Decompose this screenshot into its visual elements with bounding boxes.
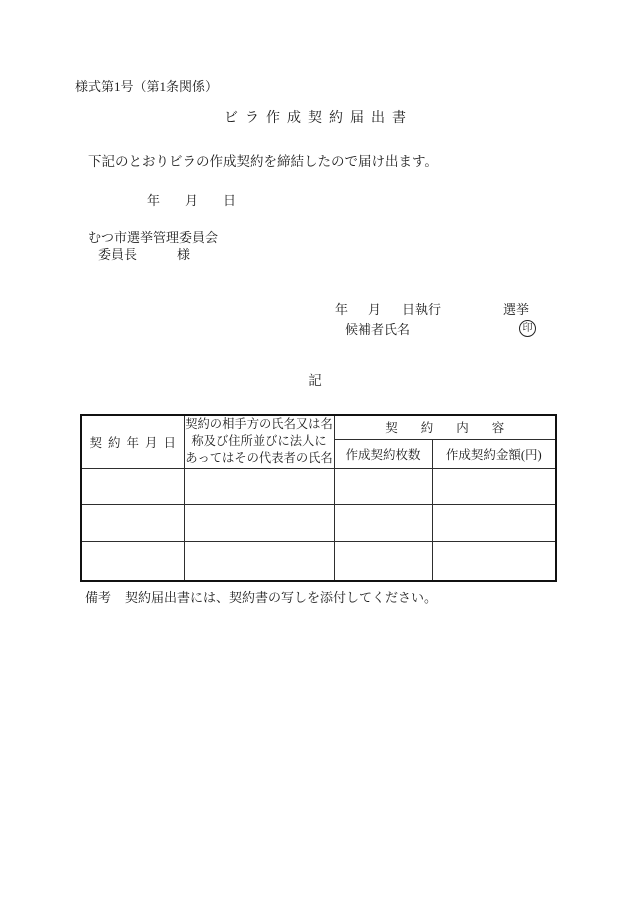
page-title-text: ビラ作成契約届出書 [224, 111, 413, 126]
date-day-label: 日 [223, 193, 237, 208]
cell-partner [184, 468, 334, 504]
contract-table [80, 414, 557, 582]
cell-contract-date [81, 504, 184, 541]
note-text: 契約届出書には、契約書の写しを添付してください。 [125, 590, 438, 605]
table-row [81, 541, 556, 581]
header-partner-line2: 称及び住所並びに法人に [191, 434, 327, 449]
record-heading: 記 [308, 373, 322, 388]
note-label: 備考 [85, 590, 112, 605]
cell-sheet-count [334, 504, 432, 541]
header-contract-content-text: 契約内容 [385, 421, 528, 436]
header-partner [184, 415, 334, 468]
election-month-label: 月 [368, 302, 382, 317]
date-year-label: 年 [147, 193, 161, 208]
cell-contract-date [81, 468, 184, 504]
election-year-label: 年 [335, 302, 349, 317]
header-contract-date [81, 415, 184, 468]
cell-contract-date [81, 541, 184, 581]
candidate-name-label: 候補者氏名 [345, 322, 411, 337]
table-row [81, 504, 556, 541]
addressee-honorific: 様 [177, 247, 191, 262]
seal-mark-icon: 印 [519, 320, 536, 337]
cell-partner [184, 504, 334, 541]
header-amount: 作成契約金額(円) [432, 439, 556, 468]
date-month-label: 月 [185, 193, 199, 208]
cell-sheet-count [334, 468, 432, 504]
election-day-executed-label: 日執行 [402, 302, 442, 317]
header-contract-content [334, 415, 556, 439]
page-title [0, 111, 630, 127]
table-row [81, 468, 556, 504]
cell-amount [432, 468, 556, 504]
form-number: 様式第1号（第1条関係） [75, 79, 219, 94]
addressee-position: 委員長 [98, 247, 138, 262]
intro-text: 下記のとおりビラの作成契約を締結したので届け出ます。 [88, 154, 438, 169]
election-label: 選挙 [503, 302, 530, 317]
cell-amount [432, 504, 556, 541]
cell-amount [432, 541, 556, 581]
header-partner-line3: あってはその代表者の氏名 [185, 451, 333, 466]
cell-sheet-count [334, 541, 432, 581]
header-contract-date-text: 契約年月日 [89, 435, 182, 450]
header-partner-line1: 契約の相手方の氏名又は名 [185, 417, 333, 432]
header-sheet-count: 作成契約枚数 [334, 439, 432, 468]
addressee-organization: むつ市選挙管理委員会 [88, 230, 219, 245]
cell-partner [184, 541, 334, 581]
